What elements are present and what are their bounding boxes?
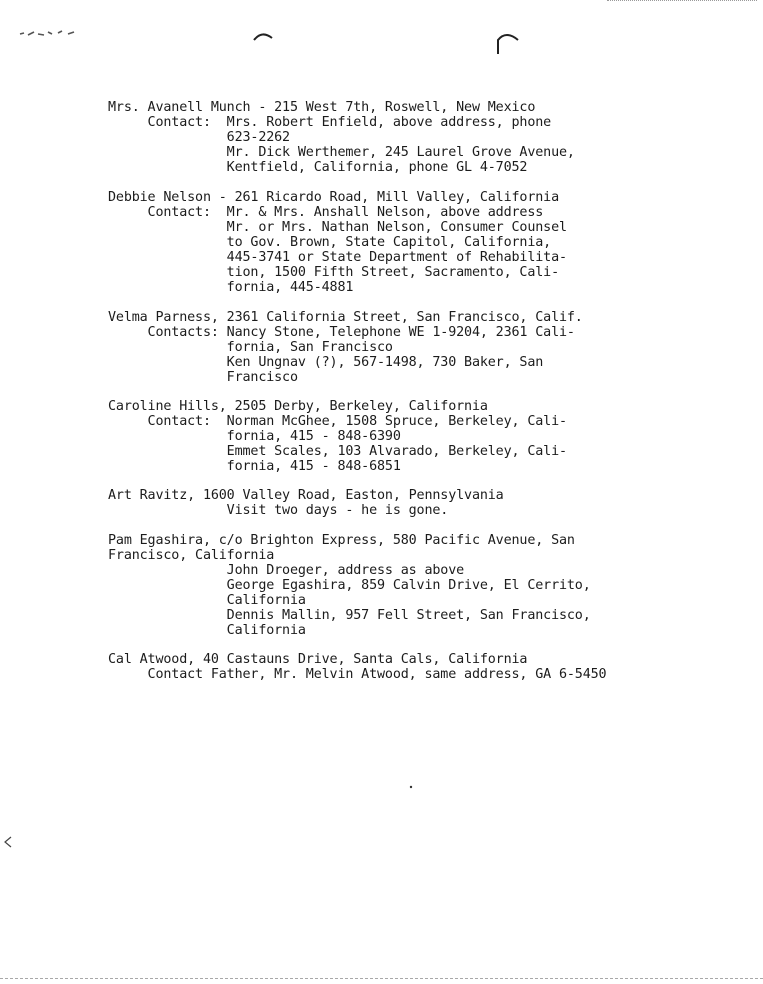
entry-nelson-contact-line: to Gov. Brown, State Capitol, California,: [108, 235, 552, 250]
entry-parness-name-line: Velma Parness, 2361 California Street, San Francisco, Calif.: [108, 310, 583, 325]
entry-munch-contact-line: 623-2262: [108, 130, 290, 145]
entry-nelson-contact-line: fornia, 445-4881: [108, 280, 354, 295]
entry-nelson-contact-line: Contact: Mr. & Mrs. Anshall Nelson, above address: [108, 205, 544, 220]
entry-egashira-name-line: Pam Egashira, c/o Brighton Express, 580 Pacific Avenue, San: [108, 533, 575, 548]
scan-edge-top: [607, 0, 757, 3]
entry-ravitz-note-line: Visit two days - he is gone.: [108, 503, 449, 518]
entry-nelson-contact-line: tion, 1500 Fifth Street, Sacramento, Cali-: [108, 265, 559, 280]
entry-nelson-contact-line: Mr. or Mrs. Nathan Nelson, Consumer Counsel: [108, 220, 567, 235]
entry-hills-contact-line: Contact: Norman McGhee, 1508 Spruce, Berkeley, Cali-: [108, 414, 567, 429]
entry-parness-contact-line: Francisco: [108, 370, 298, 385]
entry-atwood-contact-line: Contact Father, Mr. Melvin Atwood, same address, GA 6-5450: [108, 667, 607, 682]
entry-egashira-contact-line: John Droeger, address as above: [108, 563, 465, 578]
entry-munch-contact-line: Mr. Dick Werthemer, 245 Laurel Grove Avenue,: [108, 145, 575, 160]
entry-munch-name-line: Mrs. Avanell Munch - 215 West 7th, Roswell, New Mexico: [108, 100, 536, 115]
scan-edge-mark: [3, 836, 13, 848]
entry-hills-contact-line: fornia, 415 - 848-6851: [108, 459, 401, 474]
entry-egashira-name-line: Francisco, California: [108, 548, 275, 563]
entry-munch-contact-line: Kentfield, California, phone GL 4-7052: [108, 160, 528, 175]
entry-nelson-name-line: Debbie Nelson - 261 Ricardo Road, Mill Valley, California: [108, 190, 559, 205]
scan-edge-bottom: [0, 978, 763, 981]
scan-speck: [408, 784, 414, 790]
entry-atwood-name-line: Cal Atwood, 40 Castauns Drive, Santa Cals, California: [108, 652, 528, 667]
entry-munch-contact-line: Contact: Mrs. Robert Enfield, above address, phone: [108, 115, 552, 130]
entry-parness-contact-line: Contacts: Nancy Stone, Telephone WE 1-9204, 2361 Cali-: [108, 325, 575, 340]
entry-hills-name-line: Caroline Hills, 2505 Derby, Berkeley, California: [108, 399, 488, 414]
entry-parness-contact-line: Ken Ungnav (?), 567-1498, 730 Baker, San: [108, 355, 544, 370]
entry-nelson-contact-line: 445-3741 or State Department of Rehabilita-: [108, 250, 567, 265]
scan-smudge-mark: [18, 26, 82, 40]
entry-hills-contact-line: Emmet Scales, 103 Alvarado, Berkeley, Cali-: [108, 444, 567, 459]
entry-egashira-contact-line: George Egashira, 859 Calvin Drive, El Cerrito,: [108, 578, 591, 593]
entry-egashira-contact-line: California: [108, 593, 306, 608]
entry-egashira-contact-line: California: [108, 623, 306, 638]
entry-ravitz-name-line: Art Ravitz, 1600 Valley Road, Easton, Pennsylvania: [108, 488, 504, 503]
entry-egashira-contact-line: Dennis Mallin, 957 Fell Street, San Francisco,: [108, 608, 591, 623]
entry-hills-contact-line: fornia, 415 - 848-6390: [108, 429, 401, 444]
punch-mark-left: [252, 30, 274, 44]
punch-mark-right: [494, 30, 522, 56]
entry-parness-contact-line: fornia, San Francisco: [108, 340, 393, 355]
